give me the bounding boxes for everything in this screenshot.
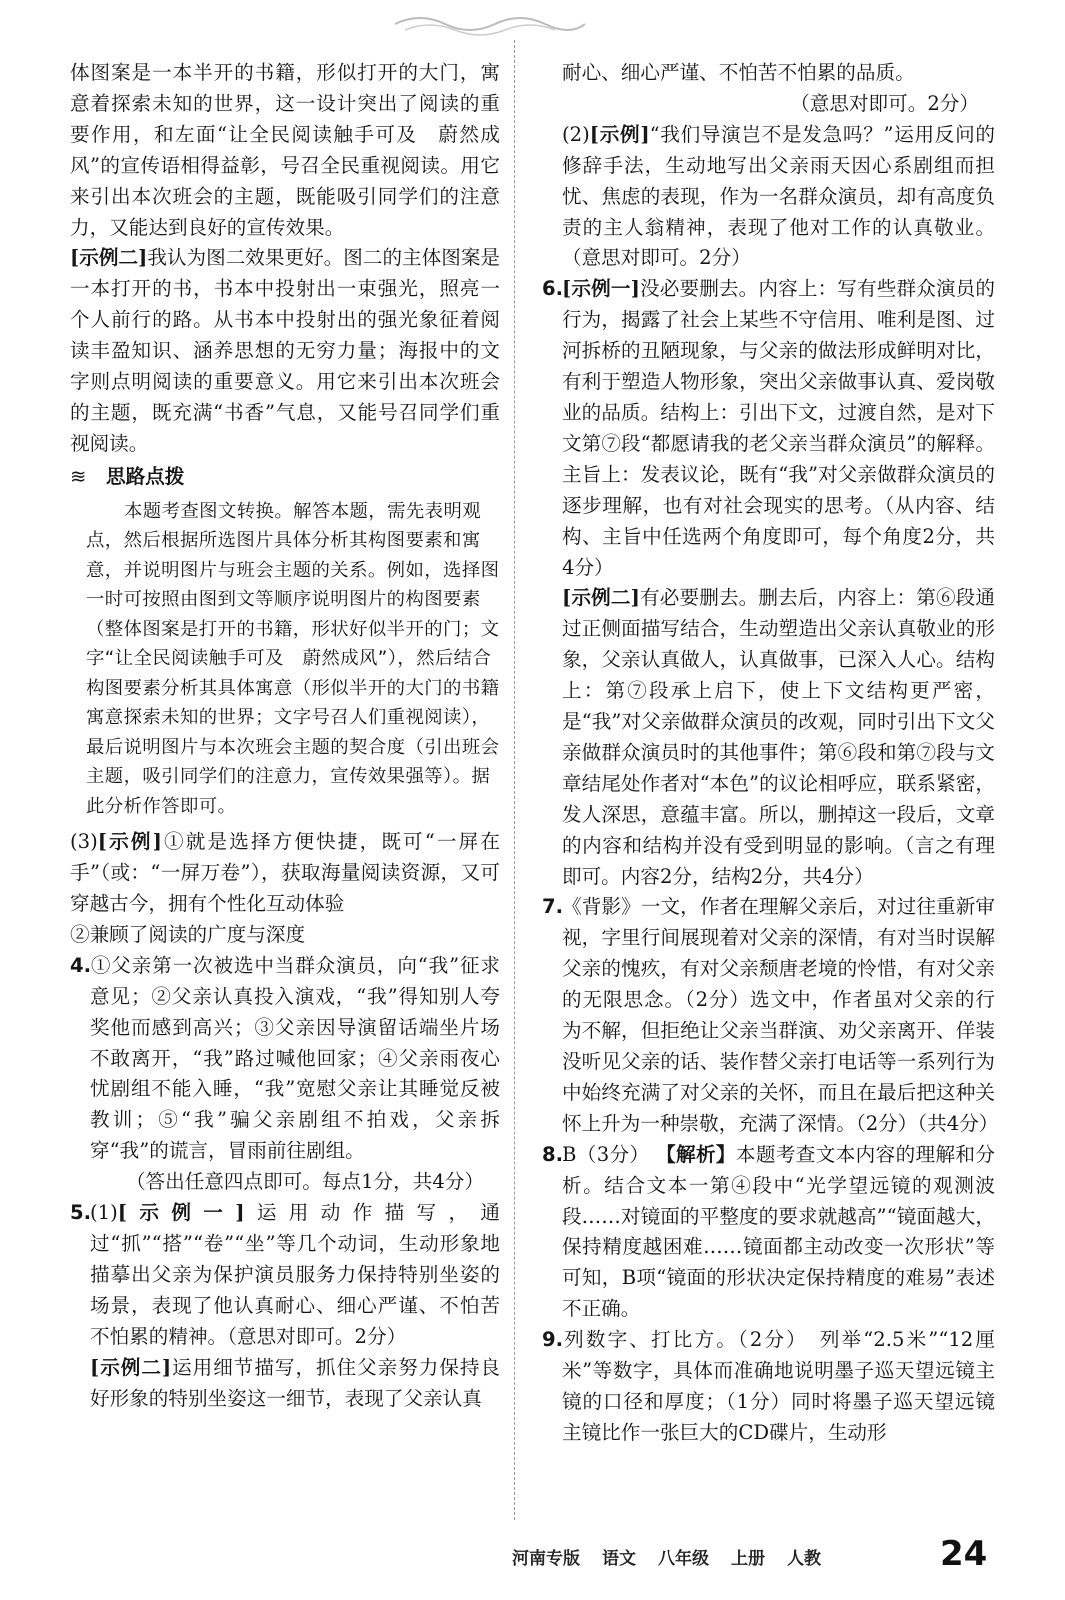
page-footer <box>0 1534 1065 1580</box>
tip-title: 思路点拨 <box>106 464 185 488</box>
q4-answer: 4.①父亲第一次被选中当群众演员，向“我”征求意见；②父亲认真投入演戏，“我”得知别人夸奖他而感到高兴；③父亲因导演留话端坐片场不敢离开，“我”路过喊他回家；④父亲雨夜心忧剧组不能入睡，“我”宽慰父亲让其睡觉反被教训；⑤“我”骗父亲剧组不拍戏，父亲拆穿“我”的谎言，冒雨前往剧组。 <box>70 951 500 1167</box>
q7-answer: 7.《背影》一文，作者在理解父亲后，对过往重新审视，字里行间展现着对父亲的深情，有对当时误解父亲的愧疚，有对父亲颓唐老境的怜惜，有对父亲的无限思念。（2分）选文中，作者虽对父亲的行为不解，但拒绝让父亲当群演、劝父亲离开、佯装没听见父亲的话、装作替父亲打电话等一系列行为中始终充满了对父亲的关怀，而且在最后把这种关怀上升为一种崇敬，充满了深情。（2分）（共4分） <box>540 892 995 1139</box>
wave-icon: ≋ <box>70 464 87 488</box>
q6-answer: 6.[示例一]没必要删去。内容上：写有些群众演员的行为，揭露了社会上某些不守信用、唯利是图、过河拆桥的丑陋现象，与父亲的做法形成鲜明对比，有利于塑造人物形象，突出父亲做事认真、爱岗敬业的品质。结构上：引出下文，过渡自然，是对下文第⑦段“都愿请我的老父亲当群众演员”的解释。主旨上：发表议论，既有“我”对父亲做群众演员的逐步理解，也有对社会现实的思考。（从内容、结构、主旨中任选两个角度即可，每个角度2分，共4分） <box>540 274 995 583</box>
answer-paragraph: 体图案是一本半开的书籍，形似打开的大门，寓意着探索未知的世界，这一设计突出了阅读的重要作用，和左面“让全民阅读触手可及 蔚然成风”的宣传语相得益彰，号召全民重视阅读。用它来引出本次班会的主题，既能吸引同学们的注意力，又能达到良好的宣传效果。 <box>70 61 500 239</box>
left-column <box>70 58 500 1414</box>
question-number: 8. <box>542 1142 564 1166</box>
footer-info <box>512 1544 843 1569</box>
q9-answer: 9.列数字、打比方。（2分） 列举“2.5米”“12厘米”等数字，具体而准确地说明墨子巡天望远镜主镜的口径和厚度；（1分）同时将墨子巡天望远镜主镜比作一张巨大的CD碟片，生动形 <box>540 1325 995 1449</box>
q5-answer: 5.(1)[示例一]运用动作描写，通过“抓”“搭”“卷”“坐”等几个动词，生动形象地描摹出父亲为保护演员服务力保持特别坐姿的场景，表现了他认真耐心、细心严谨、不怕苦不怕累的精神。（意思对即可。2分） <box>70 1198 500 1353</box>
question-number: 5. <box>70 1201 92 1225</box>
subject: 语文 <box>602 1549 636 1569</box>
q3-answer: (3)[示例]①就是选择方便快捷，既可“一屏在手”（或：“一屏万卷”），获取海量阅读资源，又可穿越古今，拥有个性化互动体验 <box>70 830 500 915</box>
page-number: 24 <box>940 1534 988 1574</box>
column-divider <box>514 40 515 1520</box>
q5-score: （意思对即可。2分） <box>790 91 979 115</box>
question-number: 4. <box>70 953 92 977</box>
q4-score: （答出任意四点即可。每点1分，共4分） <box>125 1170 484 1194</box>
tip-header <box>70 462 500 493</box>
grade: 八年级 <box>658 1549 709 1569</box>
q3-answer-2: ②兼顾了阅读的广度与深度 <box>70 922 306 946</box>
edition: 河南专版 <box>512 1549 580 1569</box>
right-column <box>540 58 999 1449</box>
question-number: 7. <box>542 895 564 919</box>
q5-part2: (2)[示例]“我们导演岂不是发急吗？”运用反问的修辞手法，生动地写出父亲雨天因心系剧组而担忧、焦虑的表现，作为一名群众演员，却有高度负责的主人翁精神，表现了他对工作的认真敬业。（意思对即可。2分） <box>562 122 995 270</box>
example-text: 我认为图二效果更好。图二的主体图案是一本打开的书，书本中投射出一束强光，照亮一个人前行的路。从书本中投射出的强光象征着阅读丰盈知识、涵养思想的无穷力量；海报中的文字则点明阅读的重要意义。用它来引出本次班会的主题，既充满“书香”气息，又能号召同学们重视阅读。 <box>70 246 501 455</box>
q6-example-two: [示例二]有必要删去。删去后，内容上：第⑥段通过正侧面描写结合，生动塑造出父亲认真敬业的形象，父亲认真做人，认真做事，已深入人心。结构上：第⑦段承上启下，使上下文结构更严密，是“我”对父亲做群众演员的改观，同时引出下文父亲做群众演员时的其他事件；第⑥段和第⑦段与文章结尾处作者对“本色”的议论相呼应，联系紧密，发人深思，意蕴丰富。所以，删掉这一段后，文章的内容和结构并没有受到明显的影响。（言之有理即可。内容2分，结构2分，共4分） <box>562 586 996 888</box>
q5-continued: 耐心、细心严谨、不怕苦不怕累的品质。 <box>562 61 915 84</box>
example-tag: [示例二] <box>70 246 148 270</box>
q8-answer: 8.B（3分） 【解析】本题考查文本内容的理解和分析。结合文本一第④段中“光学望远镜的观测波段……对镜面的平整度的要求就越高”“镜面越大，保持精度越困难……镜面都主动改变一次形状”等可知，B项“镜面的形状决定保持精度的难易”表述不正确。 <box>540 1140 995 1325</box>
top-ornament <box>390 10 590 38</box>
tip-text: 本题考查图文转换。解答本题，需先表明观点，然后根据所选图片具体分析其构图要素和寓意，并说明图片与班会主题的关系。例如，选择图一时可按照由图到文等顺序说明图片的构图要素（整体图案是打开的书籍，形状好似半开的门；文字“让全民阅读触手可及 蔚然成风”），然后结合构图要素分析其具体寓意（形似半开的大门的书籍寓意探索未知的世界；文字号召人们重视阅读），最后说明图片与本次班会主题的契合度（引出班会主题，吸引同学们的注意力，宣传效果强等）。据此分析作答即可。 <box>86 500 500 817</box>
volume: 上册 <box>731 1549 765 1569</box>
publisher: 人教 <box>787 1549 821 1569</box>
q5-example-two: [示例二]运用细节描写，抓住父亲努力保持良好形象的特别坐姿这一细节，表现了父亲认真 <box>90 1355 501 1410</box>
example-two <box>70 243 500 459</box>
question-number: 9. <box>542 1328 564 1352</box>
question-number: 6. <box>542 277 564 301</box>
